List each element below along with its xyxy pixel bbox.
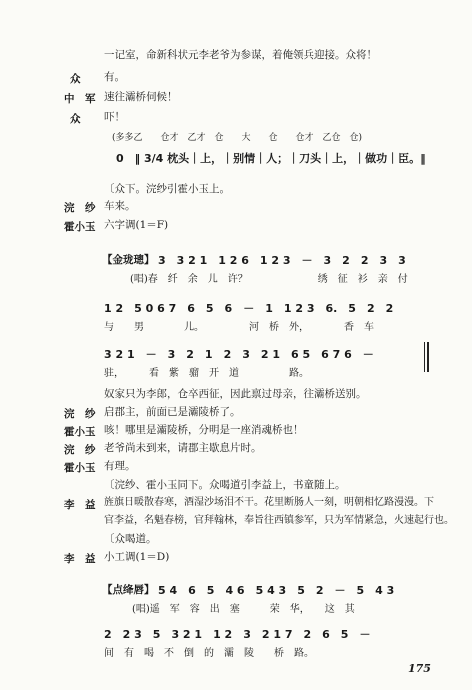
stage-direction: 〔众喝道。 — [104, 533, 157, 545]
music-notes: 2 2 3 5 3 2 1 1 2 3 2 1 7 2 6 5 － — [104, 628, 371, 641]
speaker: 李 益 — [64, 553, 96, 565]
lyrics: (唱)遥 军 容 出 塞 荣 华， 这 其 — [132, 604, 355, 615]
text-line: 旌旗日暖散春寒，酒湿沙场泪不干。花里断肠人一刻，明朝相忆路漫漫。下 — [104, 497, 434, 508]
text-line: 车来。 — [104, 200, 136, 212]
music-notes: 5 4 6 5 4 6 5 4 3 5 2 － 5 4 3 — [158, 584, 395, 597]
text-line: 小工调(1＝D) — [104, 551, 170, 563]
speaker: 众 — [70, 73, 81, 85]
speaker: 霍小玉 — [64, 426, 96, 438]
tune-name: 【点绛唇】 — [102, 584, 155, 596]
text-line: 六字调(1＝F) — [104, 219, 169, 231]
music-notes: 3 2 1 － 3 2 1 2 3 2 1 6 5 6 7 6 － — [104, 348, 374, 361]
speaker: 霍小玉 — [64, 221, 96, 233]
music-notes: 3 3 2 1 1 2 6 1 2 3 － 3 2 2 3 3 — [158, 254, 406, 267]
text-line: 启郡主，前面已是灞陵桥了。 — [104, 406, 241, 418]
final-barline — [427, 342, 429, 372]
speaker: 中 军 — [64, 93, 96, 105]
speaker: 浣 纱 — [64, 444, 96, 456]
speaker: 霍小玉 — [64, 462, 96, 474]
percussion-syllables: (多多乙 仓才 乙才 仓 大 仓 仓才 乙仓 仓) — [112, 133, 363, 143]
text-line: 吓！ — [104, 111, 125, 123]
text-line: 咳！哪里是灞陵桥，分明是一座消魂桥也！ — [104, 424, 304, 436]
lyrics: 间 有 喝 不 倒 的 灞 陵 桥 路。 — [104, 648, 314, 659]
speaker: 浣 纱 — [64, 202, 96, 214]
text-line: 奴家只为李郎，仓卒西征，因此禀过母亲，往灞桥送别。 — [104, 388, 367, 400]
text-line: 速往灞桥伺候！ — [104, 91, 178, 103]
lyrics: 与 男 儿。 河 桥 外， 香 车 — [104, 322, 374, 333]
speaker: 李 益 — [64, 499, 96, 511]
stage-direction: 〔众下。浣纱引霍小玉上。 — [104, 183, 230, 195]
text-line: 有理。 — [104, 460, 136, 472]
speaker: 浣 纱 — [64, 408, 96, 420]
text-line: 官李益，名魁春榜，官拜翰林，奉旨往西镇参军，只为军情紧急，火速起行也。 — [104, 515, 454, 526]
stage-direction: 〔浣纱、霍小玉同下。众喝道引李益上，书童随上。 — [104, 479, 346, 491]
text-line: 有。 — [104, 71, 125, 83]
lyrics: 驻， 看 紫 骝 开 道 路。 — [104, 368, 309, 379]
text-line: 一记室，命新科状元李老爷为参谋，着俺领兵迎接。众将！ — [104, 49, 377, 61]
speaker: 众 — [70, 113, 81, 125]
final-barline — [424, 342, 425, 372]
tune-name: 【金珑璁】 — [102, 254, 155, 266]
text-line: 老爷尚未到来，请郡主歇息片时。 — [104, 442, 262, 454]
lyrics: (唱)春 纤 余 儿 许？ 绣 征 衫 亲 付 — [130, 274, 408, 285]
music-notes: 1 2 5 0 6 7 6 5 6 － 1 1 2 3 6. 5 2 2 — [104, 302, 394, 315]
page-number: 175 — [408, 662, 431, 675]
percussion-measures: 0 ‖ 3/4 枕头｜上，｜别情｜人；｜刀头｜上，｜做功｜臣。‖ — [116, 152, 426, 165]
